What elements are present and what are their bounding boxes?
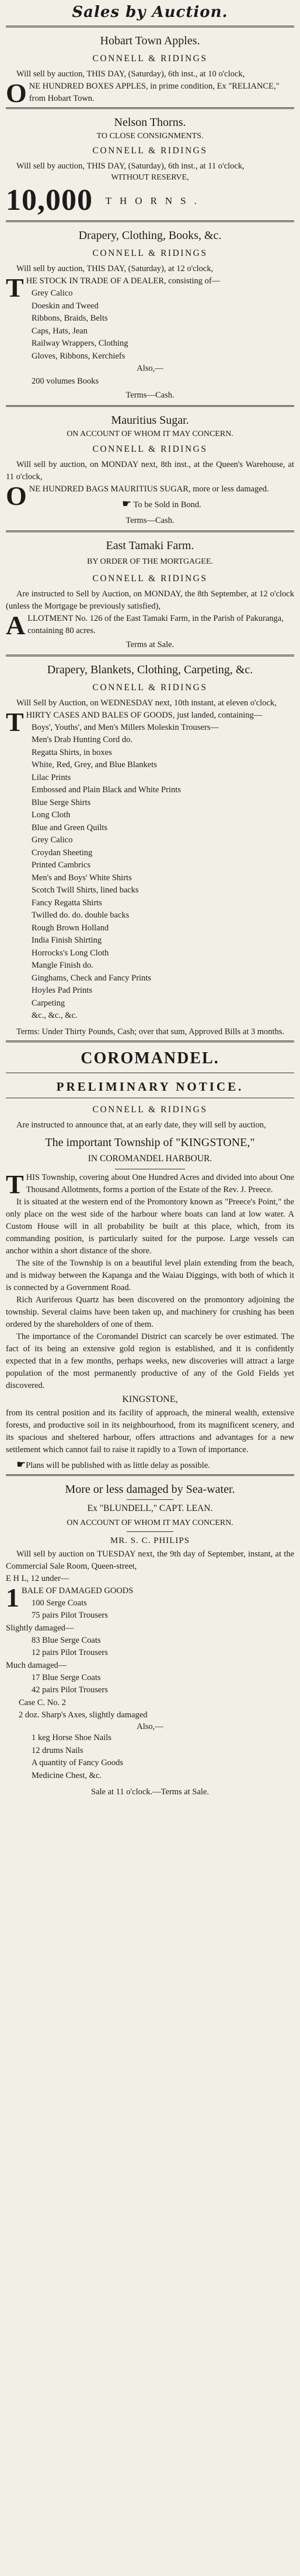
ad-title: Drapery, Blankets, Clothing, Carpeting, &c. xyxy=(47,663,253,676)
pointing-hand-icon: ☛ xyxy=(16,1458,26,1470)
ad-drapery-books xyxy=(6,224,294,403)
terms: Terms: Under Thirty Pounds, Cash; over that sum, Approved Bills at 3 months. xyxy=(16,1027,285,1036)
list-item: Blue and Green Quilts xyxy=(32,823,108,832)
section-head: Much damaged— xyxy=(6,1660,67,1670)
list-item: Gloves, Ribbons, Kerchiefs xyxy=(32,351,125,361)
goods-list xyxy=(6,1732,294,1782)
goods-list xyxy=(6,1597,294,1622)
masthead: Sales by Auction. xyxy=(72,3,228,21)
kingstone-heading: KINGSTONE, xyxy=(122,1394,178,1404)
paragraph: The importance of the Coromandel District can scarcely be over estimated. The fact of its being an extensive gold region is established, and it is confidently expected that in a few months, perhaps weeks, new discoveries will attract a large population of the most permanently productive of any of the Gold Fields yet discovered. xyxy=(6,1331,294,1390)
township-place: IN COROMANDEL HARBOUR. xyxy=(88,1153,212,1164)
pointing-hand-icon: ☛ xyxy=(122,497,132,509)
also-line: Also,— xyxy=(137,1721,163,1731)
bond-note: ☛ To be Sold in Bond. xyxy=(122,497,201,509)
drop-cap: 1 xyxy=(6,1582,19,1612)
list-item: 200 volumes Books xyxy=(32,376,99,386)
list-item: 100 Serge Coats xyxy=(32,1598,87,1608)
ad-nelson-thorns xyxy=(6,111,294,218)
list-item: Printed Cambrics xyxy=(32,860,91,870)
goods-list xyxy=(6,1635,294,1660)
quantity: 10,000 xyxy=(6,184,93,217)
ad-east-tamaki-farm xyxy=(6,535,294,652)
divider xyxy=(6,405,294,407)
paragraph: It is situated at the western end of the Promontory known as "Preece's Point," the only place on the west side of the harbour where boats can land at low water. A Custom House will in all probability be built at this place, which, from its commanding position, is particularly suited for the purpose. Large vessels can anchor within a short distance of the shore. xyxy=(6,1197,294,1256)
list-item: Ribbons, Braids, Belts xyxy=(32,314,108,324)
list-item: Scotch Twill Shirts, lined backs xyxy=(32,885,139,895)
list-item: White, Red, Grey, and Blue Blankets xyxy=(32,760,157,770)
divider xyxy=(6,1041,294,1042)
list-item: Long Cloth xyxy=(32,810,71,820)
intro-text: Will sell by auction on TUESDAY next, the 9th day of September, instant, at the Commercial Sale Room, Queen-street, xyxy=(6,1549,294,1571)
list-item: Regatta Shirts, in boxes xyxy=(32,747,112,757)
list-item: Grey Calico xyxy=(32,835,73,845)
divider xyxy=(6,26,294,27)
list-item: Carpeting xyxy=(32,998,65,1008)
list-item: 83 Blue Serge Coats xyxy=(32,1635,101,1645)
plans-note: ☛Plans will be published with as little delay as possible. xyxy=(16,1458,210,1470)
ship-name: Ex "BLUNDELL," CAPT. LEAN. xyxy=(87,1503,213,1513)
terms: Sale at 11 o'clock.—Terms at Sale. xyxy=(91,1787,209,1797)
list-item: Embossed and Plain Black and White Prints xyxy=(32,785,181,795)
case-line: Case C. No. 2 xyxy=(19,1698,66,1707)
ad-subtitle: BY ORDER OF THE MORTGAGEE. xyxy=(87,557,213,566)
auctioneers: CONNELL & RIDINGS xyxy=(92,146,208,156)
intro-text: Will sell by auction, THIS DAY, (Saturday), 6th inst., at 11 o'clock, xyxy=(16,161,245,171)
list-item: Also,— xyxy=(137,364,163,374)
list-item: Mangle Finish do. xyxy=(32,961,93,971)
list-item: Twilled do. do. double backs xyxy=(32,911,130,920)
ad-hobart-apples xyxy=(6,30,294,105)
body-text: ONE HUNDRED BOXES APPLES, in prime condition, Ex "RELIANCE," from Hobart Town. xyxy=(6,78,280,105)
ad-drapery-blankets xyxy=(6,659,294,1038)
axes-line: 2 doz. Sharp's Axes, slightly damaged xyxy=(19,1710,148,1720)
list-item: Railway Wrappers, Clothing xyxy=(32,339,128,349)
ad-sea-water-damaged xyxy=(6,1478,294,1802)
body-text: ALLOTMENT No. 126 of the East Tamaki Farm, in the Parish of Pakuranga, containing 80 acres. xyxy=(6,610,284,640)
ad-mauritius-sugar xyxy=(6,409,294,528)
auctioneers: CONNELL & RIDINGS xyxy=(92,248,208,259)
list-item: 1 keg Horse Shoe Nails xyxy=(32,1733,111,1743)
divider xyxy=(6,107,294,109)
terms: Terms—Cash. xyxy=(125,391,175,400)
divider xyxy=(6,220,294,222)
list-item: Boys', Youths', and Men's Millers Moleskin Trousers— xyxy=(32,722,219,732)
ad-subtitle: ON ACCOUNT OF WHOM IT MAY CONCERN. xyxy=(67,430,233,439)
body-text: THIRTY CASES AND BALES OF GOODS, just landed, containing— xyxy=(6,707,263,737)
list-item: Men's and Boys' White Shirts xyxy=(32,873,132,883)
goods-list xyxy=(6,722,294,1022)
ad-title: More or less damaged by Sea-water. xyxy=(65,1482,235,1496)
section-head: Slightly damaged— xyxy=(6,1623,74,1633)
auctioneers: CONNELL & RIDINGS xyxy=(92,1104,208,1115)
list-item: Croydan Sheeting xyxy=(32,848,93,858)
terms: Terms—Cash. xyxy=(125,515,175,525)
ad-title: Nelson Thorns. xyxy=(114,116,186,129)
auctioneers: CONNELL & RIDINGS xyxy=(92,54,208,64)
list-item: Grey Calico xyxy=(32,289,73,298)
divider xyxy=(127,1499,173,1500)
goods-list xyxy=(6,1672,294,1697)
drop-cap: T xyxy=(6,273,24,303)
paragraph: Rich Auriferous Quartz has been discovered on the promontory adjoining the township. Several claims have been taken up, and machinery for crushing has been ordered by the shareholders of one of them. xyxy=(6,1295,294,1329)
body-text: 1 BALE OF DAMAGED GOODS xyxy=(6,1582,134,1612)
terms: Terms at Sale. xyxy=(125,639,175,649)
ad-subtitle: PRELIMINARY NOTICE. xyxy=(56,1079,244,1094)
divider xyxy=(6,655,294,656)
list-item: Men's Drab Hunting Cord do. xyxy=(32,735,132,745)
intro-text: Will sell by auction, THIS DAY, (Saturday), at 12 o'clock, xyxy=(16,264,214,274)
list-item: Ginghams, Check and Fancy Prints xyxy=(32,973,151,983)
list-item: Doeskin and Tweed xyxy=(32,301,99,311)
list-item: &c., &c., &c. xyxy=(32,1011,78,1021)
divider xyxy=(127,1531,173,1532)
ad-title: Hobart Town Apples. xyxy=(100,34,200,47)
auctioneers: CONNELL & RIDINGS xyxy=(92,682,208,693)
intro-text: Will sell by auction, on MONDAY next, 8th inst., at the Queen's Warehouse, at 11 o'clock, xyxy=(6,459,294,482)
list-item: 12 pairs Pilot Trousers xyxy=(32,1648,108,1658)
ad-subtitle: ON ACCOUNT OF WHOM IT MAY CONCERN. xyxy=(67,1518,233,1527)
body-text: ONE HUNDRED BAGS MAURITIUS SUGAR, more or less damaged. xyxy=(6,480,269,511)
drop-cap: O xyxy=(6,78,27,105)
list-item: Hoyles Pad Prints xyxy=(32,986,92,996)
list-item: Medicine Chest, &c. xyxy=(32,1770,102,1780)
list-item: Rough Brown Holland xyxy=(32,923,109,933)
auctioneers: CONNELL & RIDINGS xyxy=(92,573,208,584)
unit: THORNS. xyxy=(105,195,205,207)
ad-title: Drapery, Clothing, Books, &c. xyxy=(78,229,222,243)
intro-text: Will Sell by Auction, on WEDNESDAY next, 10th instant, at eleven o'clock, xyxy=(16,698,277,708)
drop-cap: O xyxy=(6,480,27,511)
body-text: THE STOCK IN TRADE OF A DEALER, consisting of— xyxy=(6,273,221,303)
list-item: 12 drums Nails xyxy=(32,1745,83,1755)
list-item: Fancy Regatta Shirts xyxy=(32,898,102,908)
intro-text: Are instructed to announce that, at an early date, they will sell by auction, xyxy=(16,1120,266,1130)
list-item: Blue Serge Shirts xyxy=(32,797,91,807)
ad-coromandel xyxy=(6,1045,294,1472)
drop-cap: T xyxy=(6,1169,24,1199)
township-heading: The important Township of "KINGSTONE," xyxy=(45,1136,255,1149)
list-item: India Finish Shirting xyxy=(32,936,102,946)
divider xyxy=(6,1474,294,1476)
auctioneers: CONNELL & RIDINGS xyxy=(92,444,208,454)
list-item: 42 pairs Pilot Trousers xyxy=(32,1685,108,1695)
ad-title: East Tamaki Farm. xyxy=(106,539,194,552)
goods-list xyxy=(6,287,294,388)
drop-cap: A xyxy=(6,610,26,640)
ad-subtitle: TO CLOSE CONSIGNMENTS. xyxy=(96,132,204,140)
ad-title: Mauritius Sugar. xyxy=(111,414,189,427)
reserve-note: WITHOUT RESERVE, xyxy=(111,173,189,182)
divider xyxy=(6,530,294,532)
list-item: Horrocks's Long Cloth xyxy=(32,948,109,958)
auctioneer: MR. S. C. PHILIPS xyxy=(110,1535,190,1545)
paragraph: The site of the Township is on a beautiful level plain extending from the beach, and is midway between the Kapanga and the Waiau Diggings, with both of which it is connected by a Government Road. xyxy=(6,1258,294,1292)
list-item: Lilac Prints xyxy=(32,772,71,782)
list-item: 75 pairs Pilot Trousers xyxy=(32,1611,108,1621)
goods-mark: E H L, 12 under— xyxy=(6,1573,69,1583)
drop-cap: T xyxy=(6,707,24,737)
body-text: THIS Township, covering about One Hundred Acres and divided into about One Thousand Allotments, forms a portion of the Estate of the Rev. J. Preece. xyxy=(6,1169,294,1199)
list-item: Caps, Hats, Jean xyxy=(32,326,88,336)
intro-text: Will sell by auction, THIS DAY, (Saturday), 6th inst., at 10 o'clock, xyxy=(16,69,245,79)
paragraph: from its central position and its facility of approach, the mineral wealth, extensive forests, and productive soil in its neighbourhood, from its magnificent scenery, and its spacious and sheltered harbour, offers attractions and advantages for a new settlement which cannot fail to raise it rapidly to a Town of importance. xyxy=(6,1408,294,1454)
ad-title: COROMANDEL. xyxy=(81,1049,219,1067)
list-item: 17 Blue Serge Coats xyxy=(32,1672,101,1682)
list-item: A quantity of Fancy Goods xyxy=(32,1758,124,1768)
intro-text: Are instructed to Sell by Auction, on MONDAY, the 8th September, at 12 o'clock (unless the Mortgage be previously satisfied), xyxy=(6,589,294,611)
quantity-line xyxy=(6,183,294,218)
